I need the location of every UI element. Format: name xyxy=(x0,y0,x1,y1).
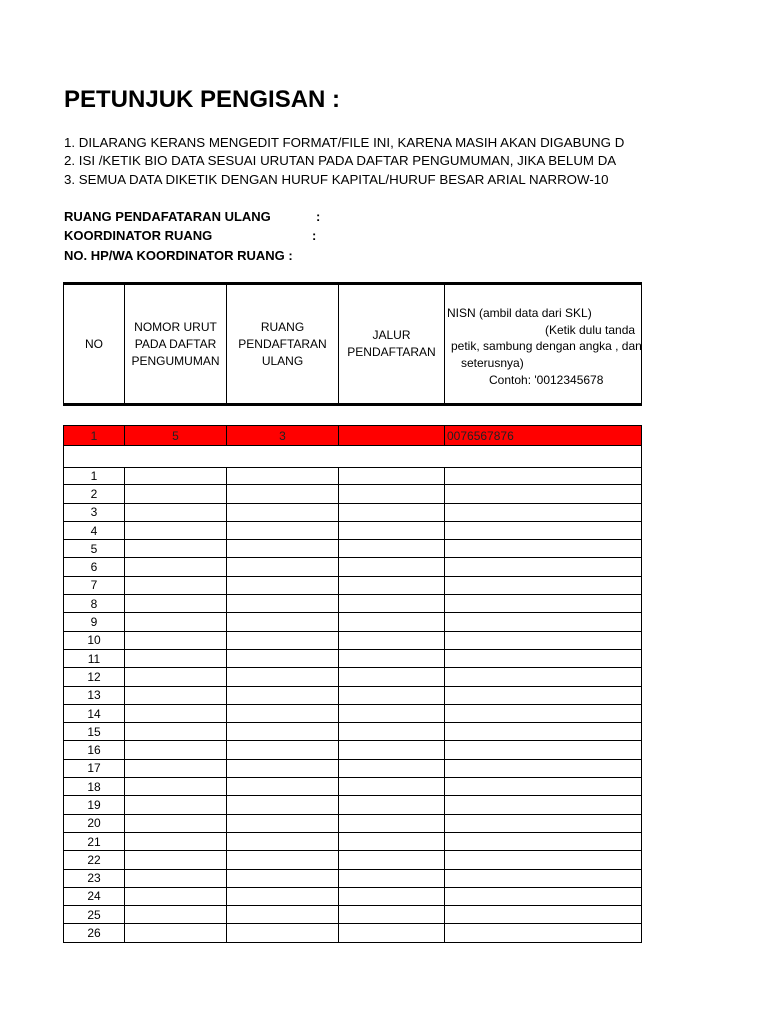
row-number: 12 xyxy=(64,668,125,685)
nomor-urut-cell[interactable] xyxy=(125,833,227,850)
row-number: 23 xyxy=(64,870,125,887)
row-number: 17 xyxy=(64,760,125,777)
header-nisn xyxy=(445,285,641,403)
row-number: 21 xyxy=(64,833,125,850)
example-nomor-urut: 5 xyxy=(125,426,227,445)
nomor-urut-cell[interactable] xyxy=(125,522,227,539)
jalur-cell[interactable] xyxy=(339,833,445,850)
row-number: 26 xyxy=(64,924,125,941)
nisn-cell[interactable] xyxy=(445,906,642,923)
row-number: 20 xyxy=(64,815,125,832)
nomor-urut-cell[interactable] xyxy=(125,796,227,813)
nisn-cell[interactable] xyxy=(445,468,642,484)
table-row xyxy=(64,687,642,705)
ruang-cell[interactable] xyxy=(227,522,339,539)
nisn-line-1: NISN (ambil data dari SKL) xyxy=(447,306,592,320)
nomor-urut-cell[interactable] xyxy=(125,778,227,795)
nomor-urut-cell[interactable] xyxy=(125,870,227,887)
row-number: 9 xyxy=(64,613,125,630)
jalur-cell[interactable] xyxy=(339,778,445,795)
table-row xyxy=(64,522,642,540)
nisn-cell[interactable] xyxy=(445,595,642,612)
nisn-line-2: (Ketik dulu tanda xyxy=(545,323,636,337)
nomor-urut-cell[interactable] xyxy=(125,650,227,667)
jalur-cell[interactable] xyxy=(339,851,445,868)
row-number: 7 xyxy=(64,577,125,594)
field-ruang-colon: : xyxy=(316,209,321,224)
field-koordinator-colon: : xyxy=(312,228,317,243)
nisn-cell[interactable] xyxy=(445,924,642,941)
ruang-cell[interactable] xyxy=(227,760,339,777)
nomor-urut-cell[interactable] xyxy=(125,723,227,740)
jalur-cell[interactable] xyxy=(339,613,445,630)
field-ruang-label: RUANG PENDAFATARAN ULANG xyxy=(64,209,271,224)
instruction-2: 2. ISI /KETIK BIO DATA SESUAI URUTAN PADA DAFTAR PENGUMUMAN, JIKA BELUM DA xyxy=(64,153,617,168)
nomor-urut-cell[interactable] xyxy=(125,632,227,649)
ruang-cell[interactable] xyxy=(227,723,339,740)
nisn-cell[interactable] xyxy=(445,741,642,758)
nisn-line-4: seterusnya) xyxy=(461,356,524,370)
ruang-cell[interactable] xyxy=(227,924,339,941)
table-row xyxy=(64,577,642,595)
row-number: 18 xyxy=(64,778,125,795)
table-row xyxy=(64,540,642,558)
row-number: 22 xyxy=(64,851,125,868)
ruang-cell[interactable] xyxy=(227,468,339,484)
table-row xyxy=(64,741,642,759)
example-ruang: 3 xyxy=(227,426,339,445)
nisn-cell[interactable] xyxy=(445,613,642,630)
table-row xyxy=(64,595,642,613)
jalur-cell[interactable] xyxy=(339,595,445,612)
nisn-cell[interactable] xyxy=(445,687,642,704)
header-no: NO xyxy=(64,285,125,403)
nomor-urut-cell[interactable] xyxy=(125,558,227,575)
ruang-cell[interactable] xyxy=(227,632,339,649)
table-row xyxy=(64,485,642,503)
row-number: 6 xyxy=(64,558,125,575)
table-row xyxy=(64,723,642,741)
nomor-urut-cell[interactable] xyxy=(125,924,227,941)
nomor-urut-cell[interactable] xyxy=(125,668,227,685)
table-row xyxy=(64,906,642,924)
ruang-cell[interactable] xyxy=(227,833,339,850)
nomor-urut-cell[interactable] xyxy=(125,851,227,868)
row-number: 10 xyxy=(64,632,125,649)
ruang-cell[interactable] xyxy=(227,815,339,832)
jalur-cell[interactable] xyxy=(339,760,445,777)
nisn-cell[interactable] xyxy=(445,778,642,795)
ruang-cell[interactable] xyxy=(227,888,339,905)
ruang-cell[interactable] xyxy=(227,613,339,630)
nisn-cell[interactable] xyxy=(445,796,642,813)
field-koordinator-label: KOORDINATOR RUANG xyxy=(64,228,213,243)
nisn-cell[interactable] xyxy=(445,833,642,850)
nisn-cell[interactable] xyxy=(445,577,642,594)
row-number: 24 xyxy=(64,888,125,905)
ruang-cell[interactable] xyxy=(227,906,339,923)
table-row xyxy=(64,504,642,522)
page-title: PETUNJUK PENGISAN : xyxy=(64,86,341,113)
spacer-row xyxy=(63,446,642,467)
nisn-cell[interactable] xyxy=(445,632,642,649)
nomor-urut-cell[interactable] xyxy=(125,577,227,594)
nisn-cell[interactable] xyxy=(445,851,642,868)
table-row xyxy=(64,613,642,631)
nomor-urut-cell[interactable] xyxy=(125,504,227,521)
nisn-cell[interactable] xyxy=(445,650,642,667)
jalur-cell[interactable] xyxy=(339,723,445,740)
nisn-cell[interactable] xyxy=(445,815,642,832)
ruang-cell[interactable] xyxy=(227,741,339,758)
example-no: 1 xyxy=(64,426,125,445)
table-row xyxy=(64,870,642,888)
jalur-cell[interactable] xyxy=(339,870,445,887)
nisn-cell[interactable] xyxy=(445,888,642,905)
example-jalur xyxy=(339,426,445,445)
jalur-cell[interactable] xyxy=(339,815,445,832)
table-row xyxy=(64,668,642,686)
row-number: 16 xyxy=(64,741,125,758)
table-row xyxy=(64,558,642,576)
table-row xyxy=(64,467,642,485)
nisn-cell[interactable] xyxy=(445,522,642,539)
nomor-urut-cell[interactable] xyxy=(125,760,227,777)
nisn-cell[interactable] xyxy=(445,504,642,521)
row-number: 1 xyxy=(64,468,125,484)
table-header xyxy=(63,282,642,406)
row-number: 15 xyxy=(64,723,125,740)
example-row xyxy=(63,425,642,446)
jalur-cell[interactable] xyxy=(339,468,445,484)
row-number: 4 xyxy=(64,522,125,539)
ruang-cell[interactable] xyxy=(227,870,339,887)
jalur-cell[interactable] xyxy=(339,632,445,649)
ruang-cell[interactable] xyxy=(227,504,339,521)
jalur-cell[interactable] xyxy=(339,558,445,575)
header-nomor-urut: NOMOR URUT PADA DAFTAR PENGUMUMAN xyxy=(125,285,227,403)
jalur-cell[interactable] xyxy=(339,906,445,923)
field-hp-label: NO. HP/WA KOORDINATOR RUANG : xyxy=(64,248,293,263)
nisn-instructions xyxy=(445,285,641,403)
ruang-cell[interactable] xyxy=(227,577,339,594)
jalur-cell[interactable] xyxy=(339,668,445,685)
ruang-cell[interactable] xyxy=(227,778,339,795)
nomor-urut-cell[interactable] xyxy=(125,468,227,484)
jalur-cell[interactable] xyxy=(339,522,445,539)
row-number: 5 xyxy=(64,540,125,557)
jalur-cell[interactable] xyxy=(339,741,445,758)
row-number: 19 xyxy=(64,796,125,813)
jalur-cell[interactable] xyxy=(339,796,445,813)
data-table xyxy=(63,467,642,943)
nomor-urut-cell[interactable] xyxy=(125,595,227,612)
table-row xyxy=(64,924,642,942)
nisn-cell[interactable] xyxy=(445,540,642,557)
jalur-cell[interactable] xyxy=(339,577,445,594)
header-ruang: RUANG PENDAFTARAN ULANG xyxy=(227,285,339,403)
table-row xyxy=(64,650,642,668)
table-row xyxy=(64,888,642,906)
nomor-urut-cell[interactable] xyxy=(125,888,227,905)
nomor-urut-cell[interactable] xyxy=(125,705,227,722)
jalur-cell[interactable] xyxy=(339,924,445,941)
jalur-cell[interactable] xyxy=(339,705,445,722)
table-row xyxy=(64,760,642,778)
table-row xyxy=(64,833,642,851)
nomor-urut-cell[interactable] xyxy=(125,906,227,923)
table-row xyxy=(64,815,642,833)
table-row xyxy=(64,851,642,869)
row-number: 13 xyxy=(64,687,125,704)
jalur-cell[interactable] xyxy=(339,540,445,557)
row-number: 11 xyxy=(64,650,125,667)
table-row xyxy=(64,632,642,650)
ruang-cell[interactable] xyxy=(227,650,339,667)
row-number: 25 xyxy=(64,906,125,923)
instruction-3: 3. SEMUA DATA DIKETIK DENGAN HURUF KAPITAL/HURUF BESAR ARIAL NARROW-10 xyxy=(64,172,609,187)
row-number: 3 xyxy=(64,504,125,521)
ruang-cell[interactable] xyxy=(227,687,339,704)
table-row xyxy=(64,778,642,796)
ruang-cell[interactable] xyxy=(227,595,339,612)
nomor-urut-cell[interactable] xyxy=(125,485,227,502)
ruang-cell[interactable] xyxy=(227,668,339,685)
nisn-cell[interactable] xyxy=(445,723,642,740)
nomor-urut-cell[interactable] xyxy=(125,613,227,630)
instruction-1: 1. DILARANG KERANS MENGEDIT FORMAT/FILE INI, KARENA MASIH AKAN DIGABUNG D xyxy=(64,135,625,150)
row-number: 8 xyxy=(64,595,125,612)
jalur-cell[interactable] xyxy=(339,888,445,905)
nisn-cell[interactable] xyxy=(445,760,642,777)
nisn-cell[interactable] xyxy=(445,668,642,685)
nomor-urut-cell[interactable] xyxy=(125,815,227,832)
nisn-cell[interactable] xyxy=(445,485,642,502)
ruang-cell[interactable] xyxy=(227,558,339,575)
nisn-line-3: petik, sambung dengan angka , dan xyxy=(451,339,642,353)
nisn-line-5: Contoh: '0012345678 xyxy=(489,373,604,387)
nisn-cell[interactable] xyxy=(445,870,642,887)
header-jalur: JALUR PENDAFTARAN xyxy=(339,285,445,403)
ruang-cell[interactable] xyxy=(227,796,339,813)
jalur-cell[interactable] xyxy=(339,650,445,667)
ruang-cell[interactable] xyxy=(227,705,339,722)
nisn-cell[interactable] xyxy=(445,705,642,722)
row-number: 14 xyxy=(64,705,125,722)
jalur-cell[interactable] xyxy=(339,687,445,704)
nisn-cell[interactable] xyxy=(445,558,642,575)
example-nisn: 0076567876 xyxy=(447,428,514,443)
jalur-cell[interactable] xyxy=(339,504,445,521)
jalur-cell[interactable] xyxy=(339,485,445,502)
nomor-urut-cell[interactable] xyxy=(125,741,227,758)
table-row xyxy=(64,796,642,814)
ruang-cell[interactable] xyxy=(227,540,339,557)
nomor-urut-cell[interactable] xyxy=(125,540,227,557)
ruang-cell[interactable] xyxy=(227,851,339,868)
row-number: 2 xyxy=(64,485,125,502)
nomor-urut-cell[interactable] xyxy=(125,687,227,704)
table-row xyxy=(64,705,642,723)
ruang-cell[interactable] xyxy=(227,485,339,502)
